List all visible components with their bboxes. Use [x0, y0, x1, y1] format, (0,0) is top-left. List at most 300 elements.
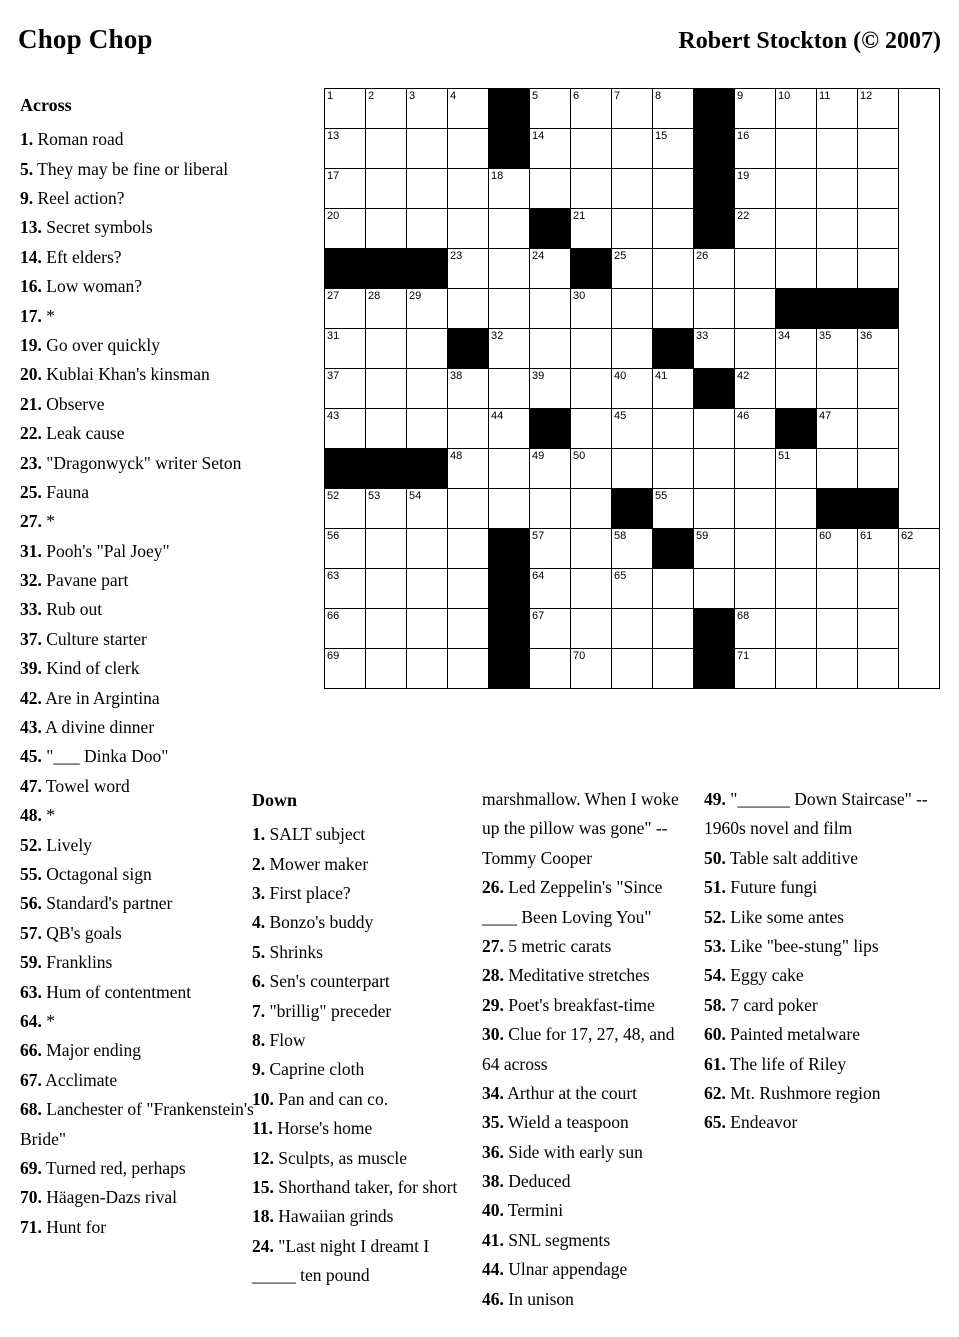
clue-number: 41. — [482, 1229, 504, 1250]
grid-cell[interactable] — [817, 209, 858, 249]
grid-cell[interactable] — [366, 529, 407, 569]
grid-cell[interactable] — [571, 209, 612, 249]
clue-text: Flow — [265, 1029, 306, 1050]
grid-cell[interactable] — [530, 169, 571, 209]
across-clue — [20, 860, 285, 889]
grid-cell[interactable] — [530, 289, 571, 329]
clue-number: 14. — [20, 246, 42, 267]
grid-cell[interactable] — [448, 489, 489, 529]
grid-cell[interactable] — [530, 249, 571, 289]
grid-cell-block — [530, 209, 571, 249]
grid-cell[interactable] — [817, 529, 858, 569]
clue-number: 10. — [252, 1088, 274, 1109]
grid-cell[interactable] — [735, 129, 776, 169]
grid-cell-block — [653, 329, 694, 369]
grid-cell[interactable] — [612, 169, 653, 209]
grid-row — [325, 289, 940, 329]
grid-cell[interactable] — [571, 409, 612, 449]
grid-cell[interactable] — [735, 529, 776, 569]
grid-cell[interactable] — [612, 209, 653, 249]
grid-cell[interactable] — [366, 329, 407, 369]
grid-cell[interactable] — [694, 249, 735, 289]
grid-cell-block — [325, 249, 366, 289]
grid-cell[interactable] — [735, 169, 776, 209]
grid-cell[interactable] — [612, 289, 653, 329]
grid-cell[interactable] — [571, 529, 612, 569]
grid-cell[interactable] — [530, 649, 571, 689]
grid-cell[interactable] — [489, 249, 530, 289]
grid-cell[interactable] — [612, 89, 653, 129]
clue-text: First place? — [265, 883, 351, 904]
grid-cell[interactable] — [694, 289, 735, 329]
grid-cell[interactable] — [571, 489, 612, 529]
grid-cell[interactable] — [489, 169, 530, 209]
down-clue — [704, 991, 934, 1020]
grid-cell[interactable] — [325, 369, 366, 409]
grid-cell-number: 8 — [655, 90, 662, 102]
clue-text: Culture starter — [41, 628, 147, 649]
clue-text: SNL segments — [503, 1229, 611, 1250]
clue-number: 26. — [482, 877, 504, 898]
grid-cell-block — [858, 489, 899, 529]
grid-cell-number: 55 — [655, 490, 668, 502]
grid-cell-block — [694, 89, 735, 129]
grid-cell[interactable] — [571, 289, 612, 329]
clue-number: 12. — [252, 1147, 274, 1168]
grid-cell[interactable] — [448, 609, 489, 649]
clue-text: Like "bee-stung" lips — [725, 935, 879, 956]
grid-cell[interactable] — [407, 489, 448, 529]
grid-cell[interactable] — [653, 209, 694, 249]
clue-number: 61. — [704, 1053, 726, 1074]
grid-cell[interactable] — [448, 409, 489, 449]
grid-cell[interactable] — [612, 649, 653, 689]
grid-cell[interactable] — [366, 489, 407, 529]
grid-cell[interactable] — [612, 129, 653, 169]
grid-cell[interactable] — [776, 529, 817, 569]
clue-number: 31. — [20, 540, 42, 561]
grid-cell[interactable] — [407, 569, 448, 609]
clue-number: 4. — [252, 912, 266, 933]
grid-row — [325, 489, 940, 529]
grid-cell-number: 70 — [573, 650, 586, 662]
clue-text: 7 card poker — [725, 994, 818, 1015]
grid-cell[interactable] — [366, 89, 407, 129]
grid-cell[interactable] — [776, 89, 817, 129]
clue-number: 2. — [252, 853, 266, 874]
across-clue — [20, 625, 285, 654]
grid-cell[interactable] — [735, 249, 776, 289]
grid-cell[interactable] — [776, 489, 817, 529]
grid-cell[interactable] — [530, 329, 571, 369]
grid-cell[interactable] — [530, 609, 571, 649]
grid-cell-block — [407, 249, 448, 289]
across-clue — [20, 742, 285, 771]
grid-cell[interactable] — [776, 369, 817, 409]
clue-text: Like some antes — [725, 906, 844, 927]
grid-cell[interactable] — [817, 249, 858, 289]
down-clue-list-3 — [704, 785, 934, 1138]
grid-cell[interactable] — [407, 369, 448, 409]
clue-text: Major ending — [41, 1040, 142, 1061]
grid-cell[interactable] — [858, 169, 899, 209]
grid-cell[interactable] — [817, 369, 858, 409]
grid-cell-number: 66 — [327, 610, 340, 622]
grid-cell-number: 49 — [532, 450, 545, 462]
grid-cell[interactable] — [817, 169, 858, 209]
clue-number: 18. — [252, 1206, 274, 1227]
grid-cell[interactable] — [530, 529, 571, 569]
clue-text: Shorthand taker, for short — [273, 1176, 458, 1197]
clue-number: 29. — [482, 994, 504, 1015]
clue-text: Observe — [41, 393, 105, 414]
grid-cell[interactable] — [776, 249, 817, 289]
across-clue — [20, 1213, 285, 1242]
grid-cell[interactable] — [735, 649, 776, 689]
grid-cell[interactable] — [325, 329, 366, 369]
grid-cell[interactable] — [858, 329, 899, 369]
grid-cell-block — [448, 329, 489, 369]
grid-cell-number: 19 — [737, 170, 750, 182]
grid-cell[interactable] — [325, 129, 366, 169]
grid-cell[interactable] — [653, 129, 694, 169]
clue-number: 46. — [482, 1288, 504, 1309]
clue-number: 32. — [20, 570, 42, 591]
grid-cell[interactable] — [776, 329, 817, 369]
grid-cell[interactable] — [325, 89, 366, 129]
grid-cell[interactable] — [530, 129, 571, 169]
grid-cell[interactable] — [612, 329, 653, 369]
grid-cell[interactable] — [735, 289, 776, 329]
grid-cell[interactable] — [817, 609, 858, 649]
grid-cell[interactable] — [366, 289, 407, 329]
grid-cell-block — [489, 609, 530, 649]
grid-cell[interactable] — [489, 449, 530, 489]
grid-cell[interactable] — [489, 209, 530, 249]
grid-cell[interactable] — [735, 369, 776, 409]
grid-cell[interactable] — [612, 449, 653, 489]
grid-cell[interactable] — [776, 129, 817, 169]
grid-cell[interactable] — [858, 129, 899, 169]
grid-cell-number: 4 — [450, 90, 457, 102]
grid-cell-number: 17 — [327, 170, 340, 182]
grid-cell[interactable] — [653, 89, 694, 129]
grid-cell[interactable] — [448, 249, 489, 289]
grid-cell[interactable] — [366, 609, 407, 649]
grid-cell-block — [694, 129, 735, 169]
grid-cell[interactable] — [448, 289, 489, 329]
grid-cell[interactable] — [817, 569, 858, 609]
grid-cell[interactable] — [530, 569, 571, 609]
grid-cell[interactable] — [694, 409, 735, 449]
grid-cell[interactable] — [612, 409, 653, 449]
grid-cell-number: 41 — [655, 370, 668, 382]
grid-cell[interactable] — [530, 489, 571, 529]
grid-cell[interactable] — [735, 489, 776, 529]
grid-cell[interactable] — [735, 89, 776, 129]
grid-cell[interactable] — [407, 169, 448, 209]
grid-cell[interactable] — [571, 169, 612, 209]
clue-text: Fauna — [41, 481, 90, 502]
grid-cell[interactable] — [858, 609, 899, 649]
grid-cell[interactable] — [366, 649, 407, 689]
grid-cell[interactable] — [735, 609, 776, 649]
grid-cell[interactable] — [407, 609, 448, 649]
grid-cell[interactable] — [407, 89, 448, 129]
grid-cell[interactable] — [325, 289, 366, 329]
grid-cell[interactable] — [612, 249, 653, 289]
grid-cell[interactable] — [858, 369, 899, 409]
grid-cell[interactable] — [858, 409, 899, 449]
grid-cell-block — [366, 449, 407, 489]
grid-cell[interactable] — [612, 369, 653, 409]
crossword-grid-container[interactable] — [324, 88, 940, 689]
clue-text: "______ Down Staircase" -- 1960s novel and film — [704, 789, 928, 839]
clue-number: 63. — [20, 981, 42, 1002]
grid-cell[interactable] — [448, 89, 489, 129]
clue-text: Lanchester of "Frankenstein's Bride" — [20, 1099, 254, 1149]
grid-cell[interactable] — [694, 449, 735, 489]
grid-cell[interactable] — [325, 169, 366, 209]
down-clue — [704, 1020, 934, 1049]
down-clue — [252, 1026, 474, 1055]
grid-cell[interactable] — [448, 129, 489, 169]
grid-row — [325, 369, 940, 409]
grid-cell[interactable] — [325, 409, 366, 449]
grid-cell[interactable] — [448, 169, 489, 209]
grid-cell[interactable] — [489, 489, 530, 529]
grid-cell-number: 40 — [614, 370, 627, 382]
grid-cell[interactable] — [530, 449, 571, 489]
clue-number: 5. — [20, 158, 34, 179]
grid-cell[interactable] — [571, 329, 612, 369]
grid-cell[interactable] — [653, 569, 694, 609]
grid-cell[interactable] — [653, 449, 694, 489]
grid-cell[interactable] — [858, 209, 899, 249]
grid-cell[interactable] — [817, 649, 858, 689]
down-clue — [252, 967, 474, 996]
clue-text: 5 metric carats — [503, 935, 612, 956]
grid-cell-block — [489, 529, 530, 569]
grid-cell[interactable] — [448, 529, 489, 569]
grid-cell[interactable] — [776, 569, 817, 609]
grid-cell-number: 57 — [532, 530, 545, 542]
down-clue — [252, 1232, 474, 1291]
grid-cell-number: 33 — [696, 330, 709, 342]
grid-cell[interactable] — [735, 209, 776, 249]
grid-cell-block — [489, 129, 530, 169]
across-clue — [20, 1066, 285, 1095]
clue-text: Rub out — [41, 599, 103, 620]
grid-cell[interactable] — [325, 529, 366, 569]
across-clue — [20, 302, 285, 331]
clue-number: 49. — [704, 789, 726, 809]
grid-cell[interactable] — [653, 409, 694, 449]
grid-cell[interactable] — [366, 569, 407, 609]
grid-cell[interactable] — [776, 649, 817, 689]
grid-row — [325, 449, 940, 489]
grid-cell[interactable] — [735, 409, 776, 449]
grid-cell[interactable] — [325, 489, 366, 529]
down-clue — [252, 1114, 474, 1143]
down-clue — [482, 1285, 696, 1314]
clue-number: 52. — [704, 906, 726, 927]
grid-cell[interactable] — [448, 569, 489, 609]
author-credit: Robert Stockton (© 2007) — [678, 28, 941, 54]
grid-cell[interactable] — [407, 289, 448, 329]
clue-number: 28. — [482, 965, 504, 986]
grid-cell[interactable] — [325, 569, 366, 609]
grid-cell[interactable] — [571, 609, 612, 649]
grid-cell-number: 68 — [737, 610, 750, 622]
grid-cell[interactable] — [858, 649, 899, 689]
grid-cell-number: 58 — [614, 530, 627, 542]
grid-cell[interactable] — [366, 209, 407, 249]
grid-cell[interactable] — [366, 169, 407, 209]
across-clues-column — [20, 90, 285, 1242]
grid-cell[interactable] — [366, 129, 407, 169]
grid-cell-number: 48 — [450, 450, 463, 462]
grid-cell[interactable] — [407, 129, 448, 169]
grid-cell[interactable] — [448, 209, 489, 249]
grid-cell[interactable] — [407, 649, 448, 689]
grid-cell[interactable] — [489, 289, 530, 329]
grid-cell[interactable] — [448, 649, 489, 689]
clue-number: 57. — [20, 922, 42, 943]
grid-cell[interactable] — [653, 249, 694, 289]
grid-cell[interactable] — [407, 529, 448, 569]
clue-number: 34. — [482, 1082, 504, 1103]
grid-cell[interactable] — [612, 609, 653, 649]
grid-row — [325, 569, 940, 609]
down-clue — [704, 785, 934, 844]
grid-cell[interactable] — [325, 649, 366, 689]
grid-cell[interactable] — [612, 529, 653, 569]
across-clue — [20, 595, 285, 624]
down-clue — [482, 1138, 696, 1167]
down-clue — [252, 1085, 474, 1114]
grid-cell[interactable] — [858, 89, 899, 129]
grid-cell[interactable] — [776, 169, 817, 209]
grid-cell[interactable] — [489, 409, 530, 449]
across-clue — [20, 889, 285, 918]
grid-cell[interactable] — [776, 609, 817, 649]
grid-cell-number: 64 — [532, 570, 545, 582]
grid-cell[interactable] — [653, 489, 694, 529]
across-clue — [20, 1036, 285, 1065]
grid-cell[interactable] — [776, 209, 817, 249]
clue-text: Side with early sun — [503, 1141, 643, 1162]
grid-cell[interactable] — [817, 129, 858, 169]
clue-text: Go over quickly — [41, 334, 160, 355]
grid-cell-block — [489, 569, 530, 609]
grid-cell[interactable] — [653, 169, 694, 209]
grid-cell[interactable] — [817, 449, 858, 489]
grid-cell[interactable] — [694, 489, 735, 529]
grid-cell[interactable] — [612, 569, 653, 609]
grid-cell[interactable] — [530, 89, 571, 129]
clue-number: 36. — [482, 1141, 504, 1162]
down-clue — [252, 997, 474, 1026]
clue-text: Mower maker — [265, 853, 369, 874]
grid-cell[interactable] — [817, 329, 858, 369]
clue-number: 22. — [20, 423, 42, 444]
down-clue — [482, 991, 696, 1020]
grid-cell[interactable] — [489, 369, 530, 409]
grid-cell[interactable] — [407, 209, 448, 249]
down-clues-columns — [252, 785, 942, 1314]
grid-cell[interactable] — [407, 409, 448, 449]
grid-cell[interactable] — [448, 449, 489, 489]
across-clue — [20, 419, 285, 448]
grid-cell-block — [694, 209, 735, 249]
grid-cell[interactable] — [858, 529, 899, 569]
grid-cell[interactable] — [366, 369, 407, 409]
clue-number: 27. — [20, 511, 42, 532]
clue-number: 9. — [252, 1059, 266, 1080]
grid-cell[interactable] — [735, 449, 776, 489]
grid-cell[interactable] — [325, 209, 366, 249]
grid-cell[interactable] — [858, 249, 899, 289]
grid-cell[interactable] — [735, 329, 776, 369]
grid-cell[interactable] — [694, 569, 735, 609]
grid-cell[interactable] — [407, 329, 448, 369]
grid-cell[interactable] — [653, 369, 694, 409]
grid-cell[interactable] — [817, 89, 858, 129]
down-clue — [482, 1167, 696, 1196]
grid-cell[interactable] — [489, 329, 530, 369]
grid-cell-number: 53 — [368, 490, 381, 502]
grid-cell[interactable] — [735, 569, 776, 609]
grid-cell[interactable] — [653, 609, 694, 649]
grid-cell[interactable] — [858, 569, 899, 609]
grid-cell[interactable] — [448, 369, 489, 409]
grid-cell[interactable] — [694, 329, 735, 369]
grid-cell[interactable] — [366, 409, 407, 449]
crossword-grid[interactable] — [324, 88, 940, 689]
grid-cell[interactable] — [653, 649, 694, 689]
grid-cell[interactable] — [571, 369, 612, 409]
across-clue — [20, 184, 285, 213]
grid-cell[interactable] — [571, 569, 612, 609]
clue-number: 27. — [482, 935, 504, 956]
grid-cell[interactable] — [899, 529, 940, 569]
grid-cell-number: 35 — [819, 330, 832, 342]
grid-cell[interactable] — [817, 409, 858, 449]
grid-cell[interactable] — [530, 369, 571, 409]
grid-cell-number: 30 — [573, 290, 586, 302]
grid-cell[interactable] — [858, 449, 899, 489]
grid-cell[interactable] — [571, 649, 612, 689]
grid-cell-number: 23 — [450, 250, 463, 262]
grid-cell[interactable] — [653, 289, 694, 329]
page-title: Chop Chop — [18, 24, 153, 54]
grid-cell[interactable] — [571, 89, 612, 129]
grid-cell[interactable] — [325, 609, 366, 649]
clue-text: Secret symbols — [41, 217, 153, 238]
grid-cell[interactable] — [571, 129, 612, 169]
clue-text: Turned red, perhaps — [41, 1157, 186, 1178]
grid-cell[interactable] — [571, 449, 612, 489]
clue-text: Clue for 17, 27, 48, and 64 across — [482, 1024, 675, 1074]
down-clue — [252, 1055, 474, 1084]
grid-row — [325, 529, 940, 569]
clue-number: 50. — [704, 847, 726, 868]
down-clue — [704, 903, 934, 932]
across-clue — [20, 654, 285, 683]
grid-cell[interactable] — [694, 529, 735, 569]
grid-cell[interactable] — [776, 449, 817, 489]
